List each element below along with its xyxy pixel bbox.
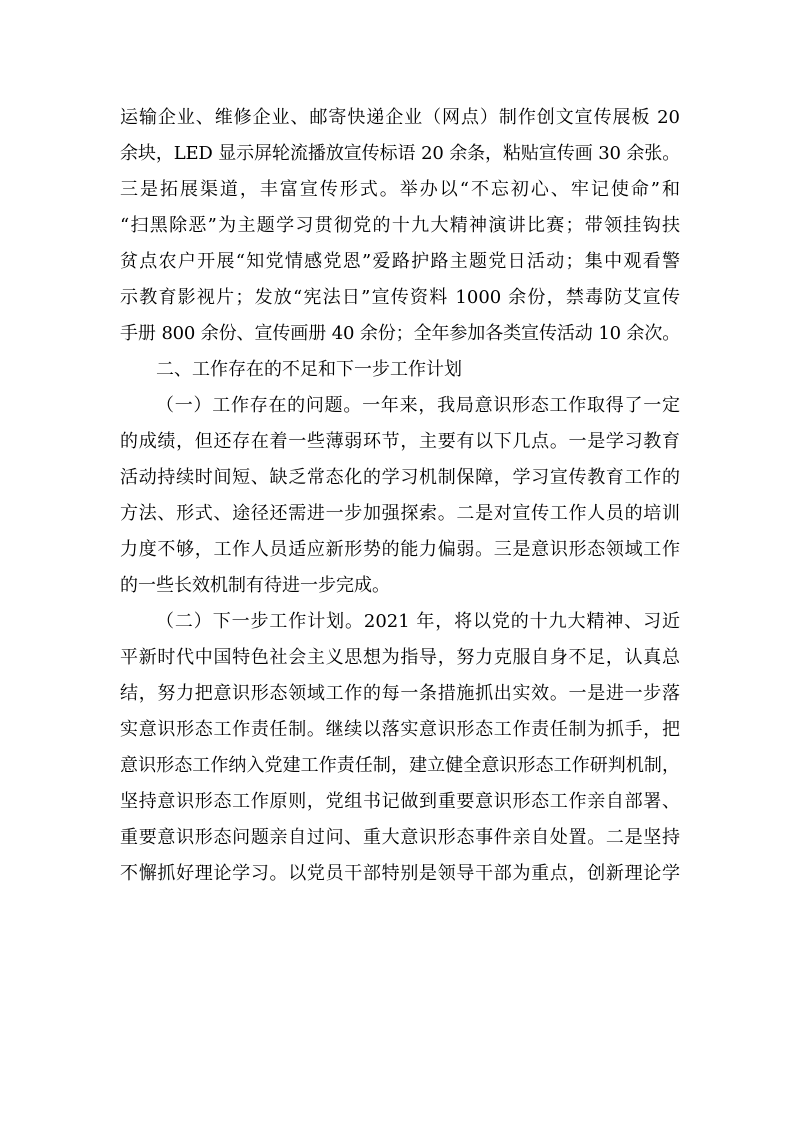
text-line: 方法、形式、途径还需进一步加强探索。二是对宣传工作人员的培训 bbox=[120, 503, 680, 524]
text-line: 示教育影视片；发放“宪法日”宣传资料 1000 余份，禁毒防艾宣传 bbox=[120, 287, 680, 308]
text-line: “扫黑除恶”为主题学习贯彻党的十九大精神演讲比赛；带领挂钩扶 bbox=[120, 215, 680, 236]
text-line: 意识形态工作纳入党建工作责任制，建立健全意识形态工作研判机制， bbox=[120, 755, 680, 776]
text-line: 平新时代中国特色社会主义思想为指导，努力克服自身不足，认真总 bbox=[120, 647, 680, 668]
text-line: 实意识形态工作责任制。继续以落实意识形态工作责任制为抓手，把 bbox=[120, 719, 680, 740]
document-body bbox=[120, 100, 680, 892]
subsection-line: （二）下一步工作计划。2021 年，将以党的十九大精神、习近 bbox=[156, 611, 680, 632]
text-line: 活动持续时间短、缺乏常态化的学习机制保障，学习宣传教育工作的 bbox=[120, 467, 680, 488]
text-line: 手册 800 余份、宣传画册 40 余份；全年参加各类宣传活动 10 余次。 bbox=[120, 323, 680, 344]
text-line: 的成绩，但还存在着一些薄弱环节，主要有以下几点。一是学习教育 bbox=[120, 431, 680, 452]
subsection-line: （一）工作存在的问题。一年来，我局意识形态工作取得了一定 bbox=[156, 395, 680, 416]
text-line: 坚持意识形态工作原则，党组书记做到重要意识形态工作亲自部署、 bbox=[120, 791, 680, 812]
text-line: 不懈抓好理论学习。以党员干部特别是领导干部为重点，创新理论学 bbox=[120, 863, 680, 884]
text-line: 贫点农户开展“知党情感党恩”爱路护路主题党日活动；集中观看警 bbox=[120, 251, 680, 272]
text-line: 的一些长效机制有待进一步完成。 bbox=[120, 575, 390, 596]
text-line: 力度不够，工作人员适应新形势的能力偏弱。三是意识形态领域工作 bbox=[120, 539, 680, 560]
text-line: 三是拓展渠道，丰富宣传形式。举办以“不忘初心、牢记使命”和 bbox=[120, 179, 680, 200]
text-line: 重要意识形态问题亲自过问、重大意识形态事件亲自处置。二是坚持 bbox=[120, 827, 680, 848]
text-line: 运输企业、维修企业、邮寄快递企业（网点）制作创文宣传展板 20 bbox=[120, 107, 680, 128]
text-line: 余块，LED 显示屏轮流播放宣传标语 20 余条，粘贴宣传画 30 余张。 bbox=[120, 143, 680, 164]
text-line: 结，努力把意识形态领域工作的每一条措施抓出实效。一是进一步落 bbox=[120, 683, 680, 704]
section-heading: 二、工作存在的不足和下一步工作计划 bbox=[156, 359, 462, 380]
